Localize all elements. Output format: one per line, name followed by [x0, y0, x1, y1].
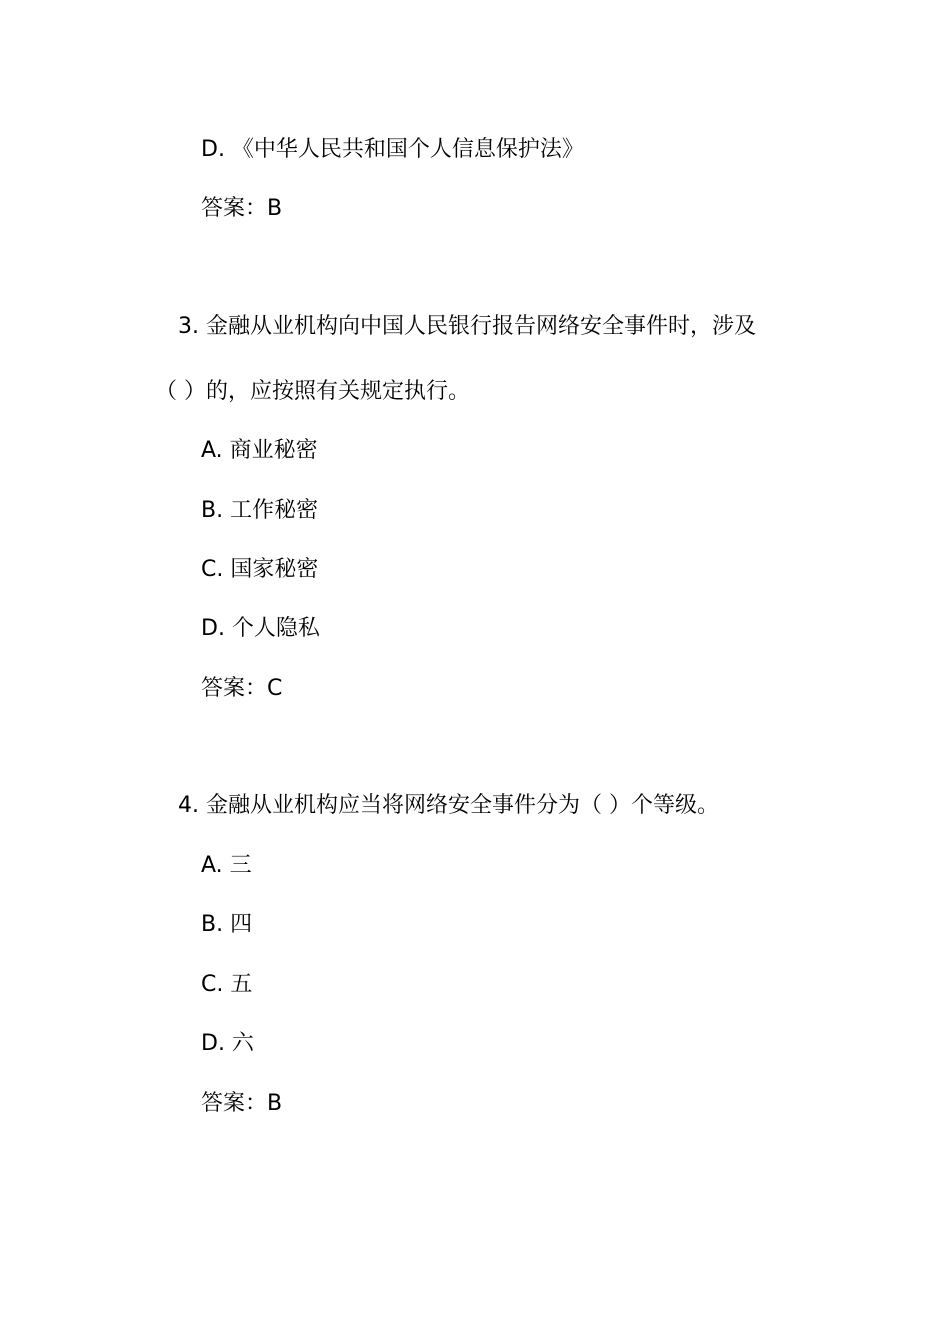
question-3-option-b: B. 工作秘密 [201, 498, 319, 523]
question-3-option-a: A. 商业秘密 [201, 438, 318, 463]
prev-question-answer: 答案：B [201, 196, 283, 221]
question-4-option-a: A. 三 [201, 853, 252, 878]
question-4-option-b: B. 四 [201, 912, 253, 937]
question-3-answer: 答案：C [201, 676, 283, 701]
question-4-answer: 答案：B [201, 1091, 283, 1116]
question-3-stem-line2: （ ）的，应按照有关规定执行。 [155, 379, 470, 404]
question-3-stem-line1: 3. 金融从业机构向中国人民银行报告网络安全事件时，涉及 [178, 314, 756, 339]
question-3-option-d: D. 个人隐私 [201, 616, 320, 641]
question-4-stem: 4. 金融从业机构应当将网络安全事件分为（ ）个等级。 [178, 793, 719, 818]
question-3-option-c: C. 国家秘密 [201, 557, 319, 582]
prev-question-option-d: D. 《中华人民共和国个人信息保护法》 [201, 137, 584, 162]
question-4-option-d: D. 六 [201, 1031, 254, 1056]
question-4-option-c: C. 五 [201, 972, 253, 997]
